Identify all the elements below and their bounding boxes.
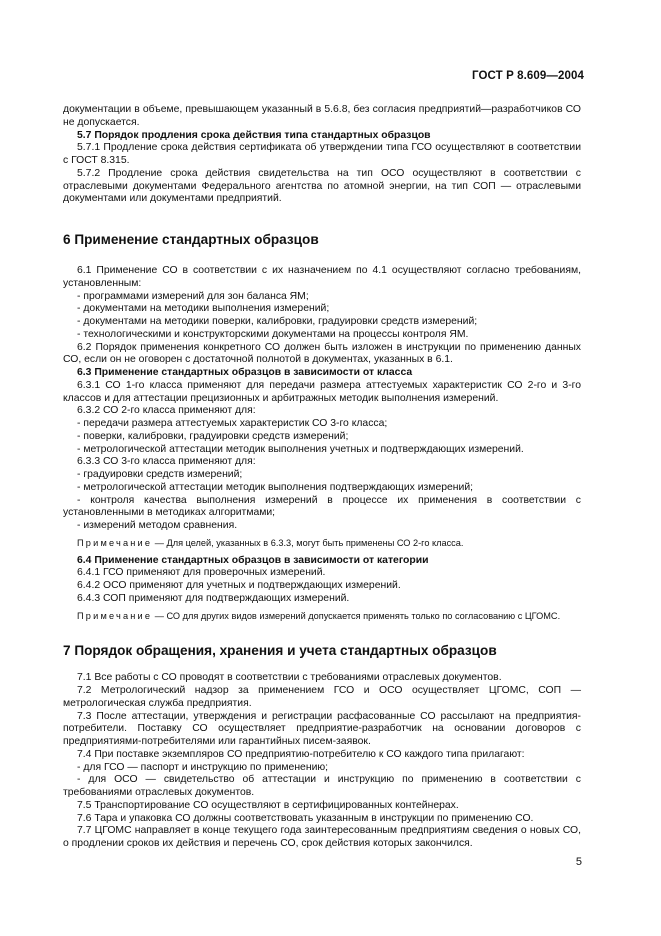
note-text: — СО для других видов измерений допускается применять только по согласованию с ЦГОМС. bbox=[152, 610, 561, 621]
paragraph: 5.7.1 Продление срока действия сертификата об утверждении типа ГСО осуществляют в соответствии с ГОСТ 8.315. bbox=[63, 142, 581, 166]
list-item: - для ГСО — паспорт и инструкцию по применению; bbox=[77, 761, 329, 773]
paragraph: 6.3.3 СО 3-го класса применяют для: bbox=[77, 456, 256, 468]
list-item: - технологическими и конструкторскими документами на процессы контроля ЯМ. bbox=[77, 328, 469, 340]
paragraph: 6.3.1 СО 1-го класса применяют для передачи размера аттестуемых характеристик СО 2-го и 3-го классов и для аттестации прецизионных и арбитражных методик выполнения измерений. bbox=[63, 379, 581, 404]
section-heading: 6 Применение стандартных образцов bbox=[63, 232, 319, 247]
paragraph: 6.4.3 СОП применяют для подтверждающих измерений. bbox=[77, 592, 350, 604]
list-item: - поверки, калибровки, градуировки средств измерений; bbox=[77, 430, 349, 442]
list-item: - градуировки средств измерений; bbox=[77, 469, 243, 480]
note-text: — Для целей, указанных в 6.3.3, могут быть применены СО 2-го класса. bbox=[152, 537, 464, 548]
note bbox=[63, 537, 581, 550]
paragraph: 7.1 Все работы с СО проводят в соответствии с требованиями отраслевых документов. bbox=[77, 672, 502, 684]
running-header: ГОСТ Р 8.609—2004 bbox=[472, 70, 584, 82]
paragraph: 6.3.2 СО 2-го класса применяют для: bbox=[77, 405, 256, 417]
list-item: - документами на методики поверки, калибровки, градуировки средств измерений; bbox=[77, 316, 478, 327]
paragraph: 7.3 После аттестации, утверждения и регистрации расфасованные СО рассылают на предприятия-потребители. Поставку СО осуществляет предприятие-разработчик на основании договоров с предприятиями-потребителями или гарантийных писем-заявок. bbox=[63, 710, 581, 747]
paragraph: 7.2 Метрологический надзор за применением ГСО и ОСО осуществляет ЦГОМС, СОП — метрологическая служба предприятия. bbox=[63, 685, 581, 709]
paragraph: 7.7 ЦГОМС направляет в конце текущего года заинтересованным предприятиям сведения о новых СО, о продлении сроков их действия и перечень СО, срок действия которых закончился. bbox=[63, 825, 581, 849]
list-item: - метрологической аттестации методик выполнения подтверждающих измерений; bbox=[77, 481, 474, 493]
paragraph: 6.1 Применение СО в соответствии с их назначением по 4.1 осуществляют согласно требованиям, установленным: bbox=[63, 265, 581, 289]
paragraph: 5.7.2 Продление срока действия свидетельства на тип ОСО осуществляют в соответствии с отраслевыми документами Федерального агентства по атомной энергии, на тип СОП — отраслевыми документами или документами предприятий. bbox=[63, 167, 581, 205]
body-text bbox=[63, 104, 581, 851]
subsection-heading: 6.4 Применение стандартных образцов в зависимости от категории bbox=[77, 554, 429, 566]
list-item: - программами измерений для зон баланса ЯМ; bbox=[77, 290, 309, 302]
list-item: - документами на методики выполнения измерений; bbox=[77, 303, 330, 315]
subsection-heading: 5.7 Порядок продления срока действия типа стандартных образцов bbox=[77, 129, 431, 141]
list-item: - передачи размера аттестуемых характеристик СО 3-го класса; bbox=[77, 418, 388, 429]
page-number: 5 bbox=[575, 856, 582, 868]
note-label: Примечание bbox=[77, 610, 153, 621]
paragraph: 7.6 Тара и упаковка СО должны соответствовать указанным в инструкции по применению СО. bbox=[77, 812, 534, 824]
paragraph: 6.2 Порядок применения конкретного СО должен быть изложен в инструкции по применению данных СО, если он не оговорен с достаточной полнотой в документах, указанных в 6.1. bbox=[63, 341, 581, 366]
note bbox=[63, 610, 581, 623]
subsection-heading: 6.3 Применение стандартных образцов в зависимости от класса bbox=[77, 367, 413, 378]
paragraph: документации в объеме, превышающем указанный в 5.6.8, без согласия предприятий—разработчиков СО не допускается. bbox=[63, 104, 581, 128]
list-item: - контроля качества выполнения измерений в процессе их применения в соответствии с установленными в методиках алгоритмами; bbox=[63, 494, 581, 519]
paragraph: 7.4 При поставке экземпляров СО предприятию-потребителю к СО каждого типа прилагают: bbox=[77, 748, 525, 760]
list-item: - для ОСО — свидетельство об аттестации и инструкцию по применению в соответствии с требованиями отраслевых документов. bbox=[63, 774, 581, 798]
list-item: - метрологической аттестации методик выполнения учетных и подтверждающих измерений. bbox=[77, 443, 524, 455]
section-heading: 7 Порядок обращения, хранения и учета стандартных образцов bbox=[63, 643, 497, 659]
paragraph: 7.5 Транспортирование СО осуществляют в сертифицированных контейнерах. bbox=[77, 799, 459, 811]
list-item: - измерений методом сравнения. bbox=[77, 520, 238, 531]
paragraph: 6.4.2 ОСО применяют для учетных и подтверждающих измерений. bbox=[77, 580, 401, 591]
note-label: Примечание bbox=[77, 537, 153, 548]
paragraph: 6.4.1 ГСО применяют для проверочных измерений. bbox=[77, 567, 326, 579]
